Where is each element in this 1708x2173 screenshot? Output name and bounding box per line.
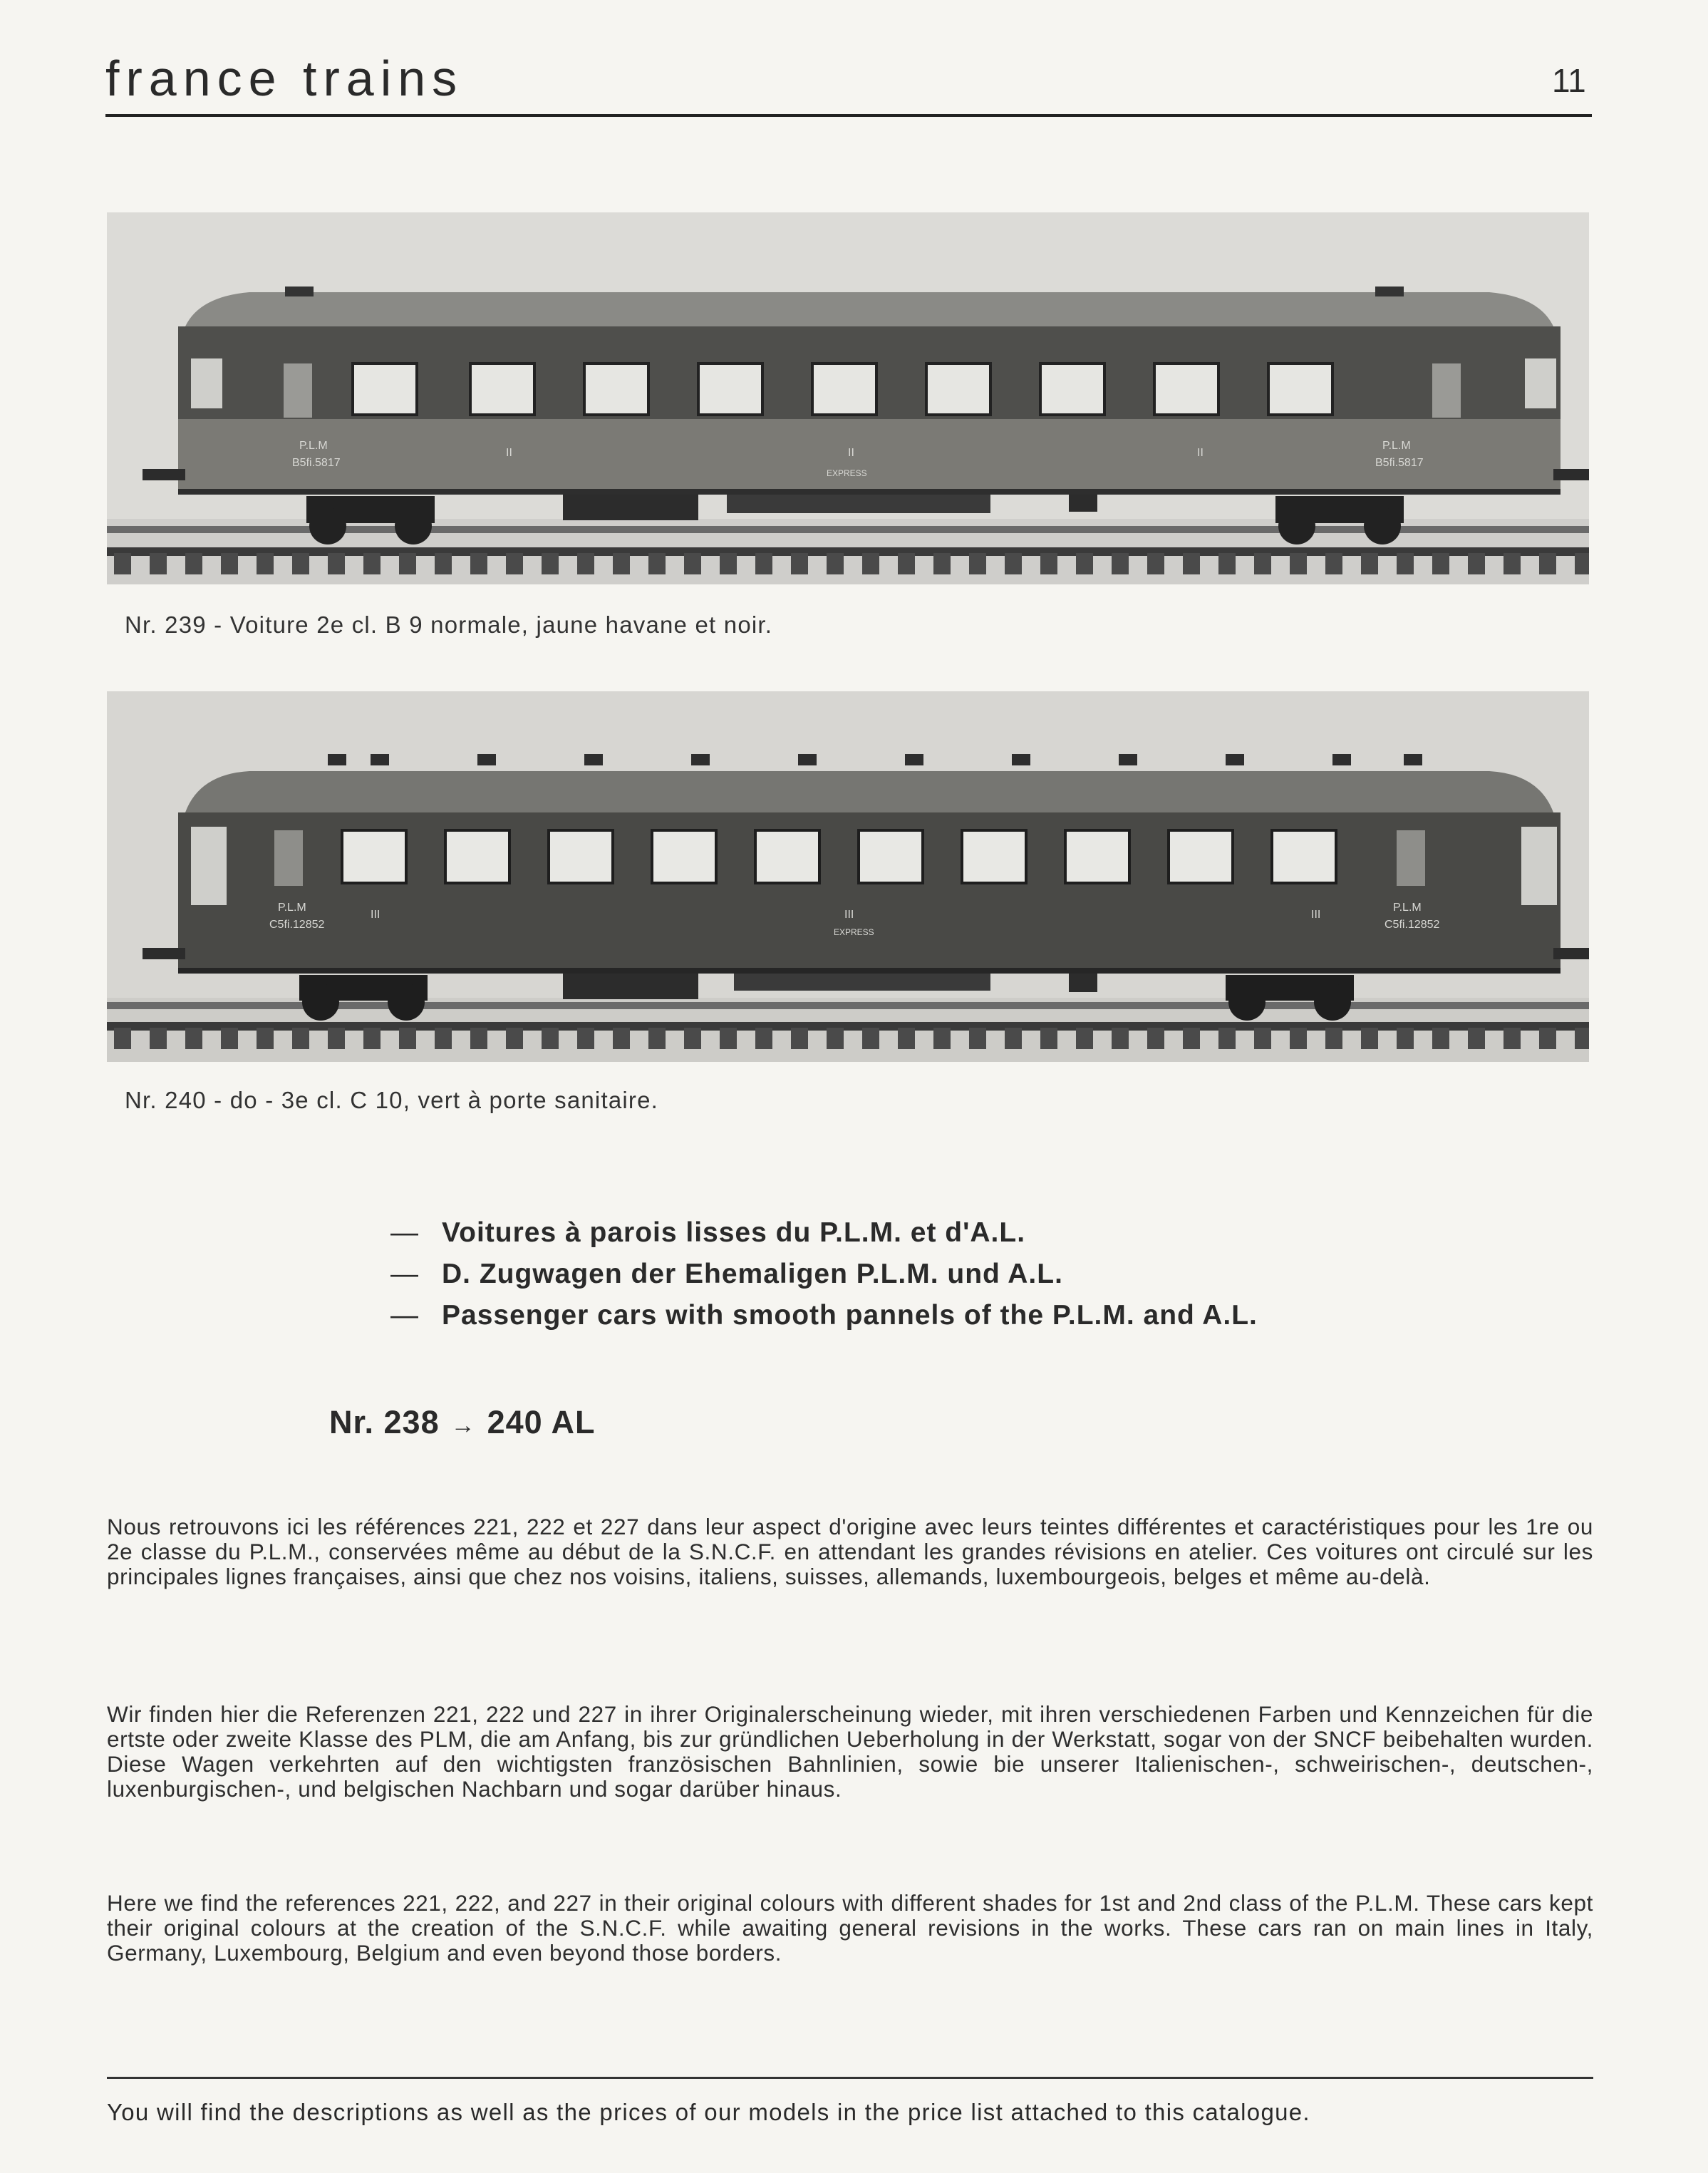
headline-french: [390, 1217, 1025, 1249]
car-marking: C5fi.12852: [1384, 919, 1440, 931]
car-marking: II: [1197, 447, 1204, 459]
headline-text: D. Zugwagen der Ehemaligen P.L.M. und A.L.: [442, 1259, 1063, 1289]
car-marking: III: [371, 909, 381, 921]
coach-photo-239: [107, 212, 1589, 584]
car-marking: P.L.M: [1393, 902, 1422, 914]
headline-text: Passenger cars with smooth pannels of the P.L.M. and A.L.: [442, 1300, 1258, 1331]
paragraph-english: Here we find the references 221, 222, and 227 in their original colours with different shades for 1st and 2nd class of the P.L.M. These cars kept their original colours at the creation of the S.N.C.F. while awaiting general revisions in the works. These cars ran on main lines in Italy, Germany, Luxembourg, Belgium and even beyond those borders.: [107, 1890, 1593, 1966]
model-range: [329, 1404, 596, 1441]
range-end: 240 AL: [487, 1404, 596, 1440]
header-rule: [105, 114, 1592, 117]
car-marking: P.L.M: [278, 902, 306, 914]
car-marking: P.L.M: [299, 440, 328, 452]
dash-icon: —: [390, 1259, 419, 1289]
coach-photo-240: [107, 691, 1589, 1062]
dash-icon: —: [390, 1217, 419, 1248]
caption-nr-240: Nr. 240 - do - 3e cl. C 10, vert à porte sanitaire.: [125, 1087, 659, 1113]
car-marking: C5fi.12852: [269, 919, 325, 931]
car-marking: EXPRESS: [834, 927, 874, 937]
car-marking: III: [844, 909, 854, 921]
car-marking: B5fi.5817: [292, 457, 341, 469]
car-marking: P.L.M: [1382, 440, 1411, 452]
range-start: Nr. 238: [329, 1404, 440, 1440]
dash-icon: —: [390, 1300, 419, 1331]
paragraph-french: Nous retrouvons ici les références 221, 222 et 227 dans leur aspect d'origine avec leurs teintes différentes et caractéristiques pour les 1re ou 2e classe du P.L.M., conservées même au début de la S.N.C.F. en attendant les grandes révisions en atelier. Ces voitures ont circulé sur les principales lignes françaises, ainsi que chez nos voisins, italiens, suisses, allemands, luxembourgeois, belges et même au-delà.: [107, 1514, 1593, 1589]
car-marking: B5fi.5817: [1375, 457, 1424, 469]
headline-german: [390, 1259, 1063, 1290]
car-marking: II: [506, 447, 512, 459]
caption-nr-239: Nr. 239 - Voiture 2e cl. B 9 normale, jaune havane et noir.: [125, 611, 773, 638]
page-number: 11: [1552, 62, 1586, 99]
car-marking: III: [1311, 909, 1321, 921]
car-marking: II: [848, 447, 854, 459]
arrow-right-icon: →: [450, 1412, 476, 1439]
headline-text: Voitures à parois lisses du P.L.M. et d'A.L.: [442, 1217, 1026, 1248]
paragraph-german: Wir finden hier die Referenzen 221, 222 und 227 in ihrer Originalerscheinung wieder, mit ihren verschiedenen Farben und Kennzeichen für die ertste oder zweite Klasse des PLM, die am Anfang, bis zur gründlichen Ueberholung in der Werkstatt, sogar von der SNCF beibehalten wurden. Diese Wagen verkehrten auf den wichtigsten französischen Bahnlinien, sowie bie unserer Italienischen-, schweirischen-, deutschen-, luxenburgischen-, und belgischen Nachbarn und sogar darüber hinaus.: [107, 1701, 1593, 1802]
footer-note: You will find the descriptions as well as the prices of our models in the price list attached to this catalogue.: [107, 2099, 1310, 2125]
headline-english: [390, 1300, 1258, 1331]
page-title: france trains: [105, 51, 464, 106]
footer-rule: [107, 2077, 1593, 2079]
car-marking: EXPRESS: [827, 468, 867, 478]
